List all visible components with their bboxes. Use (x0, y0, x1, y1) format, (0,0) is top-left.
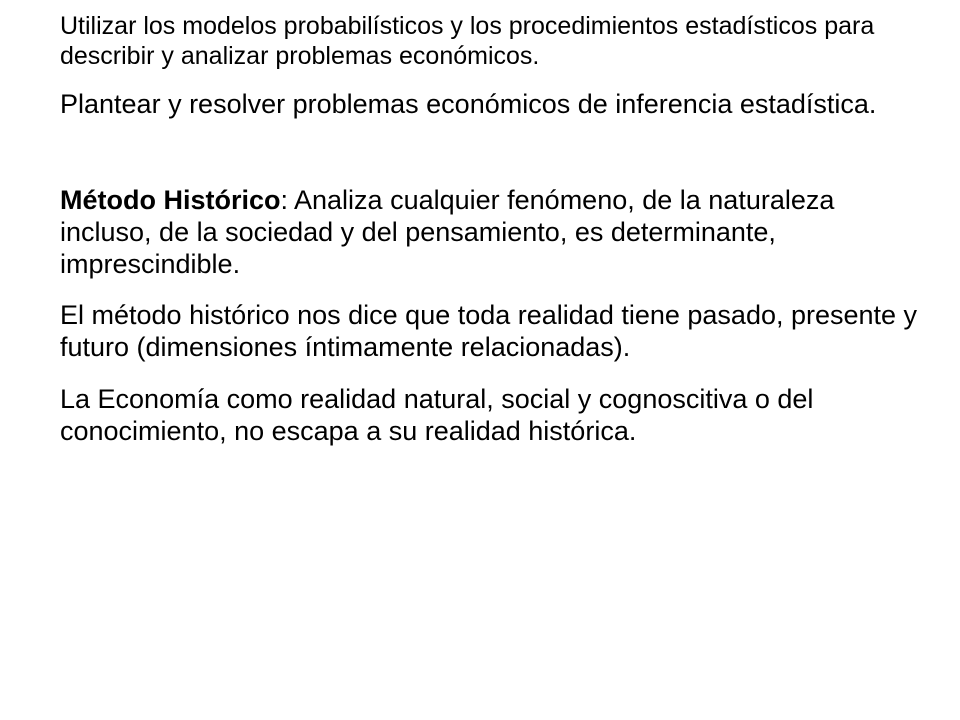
paragraph-economy-reality: La Economía como realidad natural, social y cognoscitiva o del conocimiento, no escapa a su realidad histórica. (60, 384, 814, 447)
paragraph-objective-inference: Plantear y resolver problemas económicos de inferencia estadística. (60, 89, 877, 119)
paragraph-historical-method (60, 185, 920, 281)
historical-method-term: Método Histórico (60, 184, 281, 215)
historical-method-definition: : Analiza cualquier fenómeno, de la naturaleza incluso, de la sociedad y del pensamiento, es determinante, imprescindible. (60, 184, 835, 279)
slide-content (60, 12, 920, 468)
paragraph-objective-models: Utilizar los modelos probabilísticos y los procedimientos estadísticos para describir y analizar problemas económicos. (60, 12, 875, 70)
paragraph-historical-reality: El método histórico nos dice que toda realidad tiene pasado, presente y futuro (dimensiones íntimamente relacionadas). (60, 300, 918, 363)
